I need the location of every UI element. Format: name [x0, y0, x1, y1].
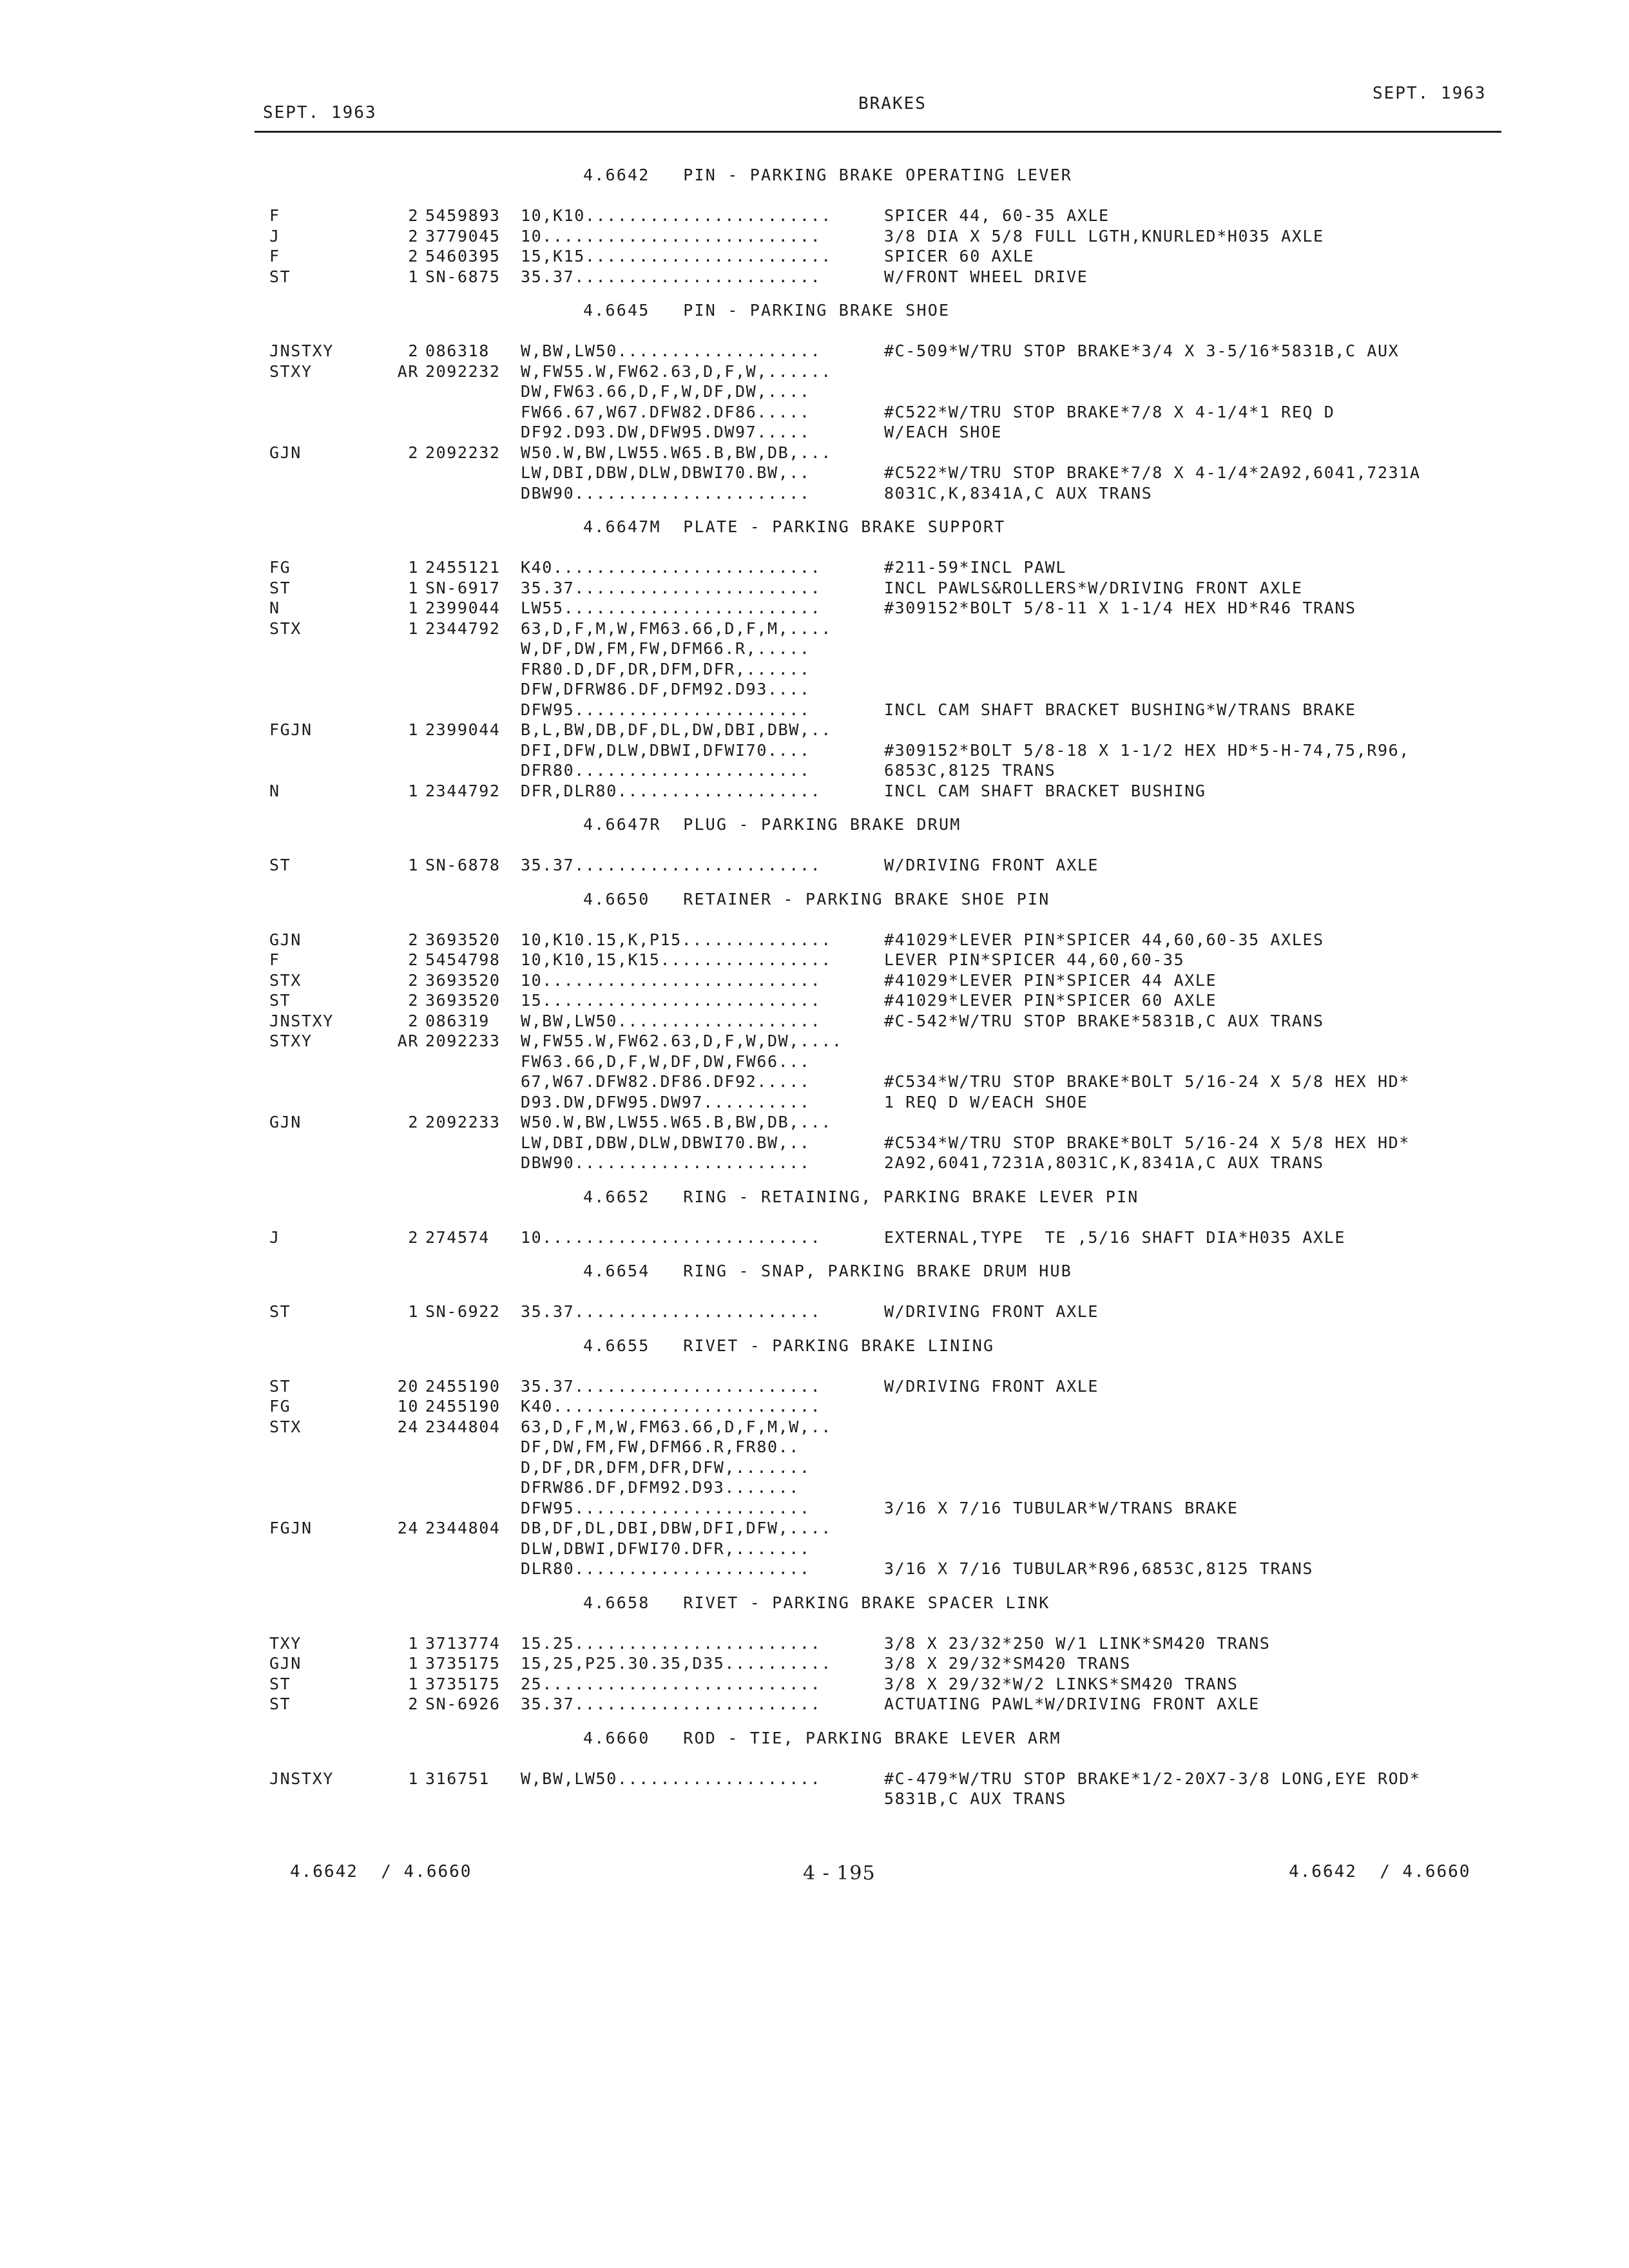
application: FW63.66,D,F,W,DF,DW,FW66...: [521, 1052, 811, 1071]
part-number: SN-6875: [425, 267, 501, 286]
part-number: 2092233: [425, 1032, 501, 1050]
application: 35.37.......................: [521, 1695, 822, 1713]
parts-section: [0, 165, 1629, 287]
application: DFI,DFW,DLW,DBWI,DFWI70....: [521, 740, 811, 760]
header-section-title: BRAKES: [858, 94, 927, 113]
model-code: FGJN: [269, 1519, 313, 1537]
part-number: 086318: [425, 341, 490, 360]
part-row: [0, 950, 1629, 971]
part-row: [0, 463, 1629, 484]
application: 35.37.......................: [521, 578, 822, 597]
model-code: F: [269, 247, 280, 265]
application: D,DF,DR,DFM,DFR,DFW,.......: [521, 1457, 811, 1477]
part-number: 2092233: [425, 1113, 501, 1131]
application: 35.37.......................: [521, 856, 822, 874]
model-code: JNSTXY: [269, 1769, 334, 1788]
model-code: F: [269, 950, 280, 969]
description: 3/16 X 7/16 TUBULAR*W/TRANS BRAKE: [884, 1498, 1239, 1517]
model-code: FG: [269, 558, 291, 577]
part-row: [0, 741, 1629, 762]
parts-section: [0, 1728, 1629, 1810]
part-row: [0, 1769, 1629, 1790]
description: 3/8 X 23/32*250 W/1 LINK*SM420 TRANS: [884, 1633, 1271, 1653]
quantity: AR: [397, 1032, 419, 1050]
part-row: [0, 1695, 1629, 1715]
quantity: 2: [408, 1011, 419, 1030]
description: LEVER PIN*SPICER 44,60,60-35: [884, 950, 1185, 969]
quantity: 1: [408, 781, 419, 800]
quantity: 1: [408, 1674, 419, 1693]
application: DB,DF,DL,DBI,DBW,DFI,DFW,....: [521, 1519, 832, 1537]
description: #C522*W/TRU STOP BRAKE*7/8 X 4-1/4*2A92,6041,7231A: [884, 463, 1421, 482]
part-number: 086319: [425, 1011, 490, 1030]
part-number: SN-6917: [425, 578, 501, 597]
application: FR80.D,DF,DR,DFM,DFR,......: [521, 659, 811, 678]
application: 35.37.......................: [521, 1376, 822, 1396]
application: DFR,DLR80...................: [521, 781, 822, 800]
part-row: [0, 1437, 1629, 1458]
model-code: STX: [269, 970, 302, 990]
model-code: JNSTXY: [269, 1011, 334, 1030]
application: B,L,BW,DB,DF,DL,DW,DBI,DBW,..: [521, 720, 832, 739]
description: W/FRONT WHEEL DRIVE: [884, 267, 1088, 286]
application: W,BW,LW50...................: [521, 1769, 822, 1788]
description: 3/8 DIA X 5/8 FULL LGTH,KNURLED*H035 AXLE: [884, 226, 1324, 245]
quantity: 2: [408, 970, 419, 990]
model-code: J: [269, 1227, 280, 1247]
description: 3/8 X 29/32*W/2 LINKS*SM420 TRANS: [884, 1674, 1239, 1693]
model-code: ST: [269, 267, 291, 286]
part-row: [0, 991, 1629, 1012]
model-code: GJN: [269, 930, 302, 949]
application: 15..........................: [521, 991, 822, 1010]
part-row: [0, 700, 1629, 721]
part-row: [0, 1519, 1629, 1539]
application: K40.........................: [521, 1397, 822, 1416]
quantity: 2: [408, 1113, 419, 1131]
part-row: [0, 660, 1629, 680]
description: 3/8 X 29/32*SM420 TRANS: [884, 1654, 1131, 1673]
application: D93.DW,DFW95.DW97..........: [521, 1092, 811, 1111]
description: #41029*LEVER PIN*SPICER 60 AXLE: [884, 991, 1217, 1010]
part-row: [0, 267, 1629, 288]
application: LW55........................: [521, 599, 822, 617]
quantity: 2: [408, 1227, 419, 1247]
application: 10,K10,15,K15................: [521, 950, 832, 969]
quantity: 2: [408, 341, 419, 360]
part-row: [0, 1654, 1629, 1675]
application: 10..........................: [521, 970, 822, 990]
part-row: [0, 599, 1629, 619]
application: 67,W67.DFW82.DF86.DF92.....: [521, 1072, 811, 1091]
description: #41029*LEVER PIN*SPICER 44 AXLE: [884, 970, 1217, 990]
description: 8031C,K,8341A,C AUX TRANS: [884, 483, 1153, 503]
footer-page-number: 4 - 195: [803, 1862, 876, 1885]
part-number: SN-6922: [425, 1302, 501, 1321]
description: 5831B,C AUX TRANS: [884, 1789, 1067, 1808]
model-code: STX: [269, 1417, 302, 1436]
part-row: [0, 1302, 1629, 1323]
part-number: 2455190: [425, 1376, 501, 1396]
part-row: [0, 247, 1629, 267]
section-title: 4.6647M PLATE - PARKING BRAKE SUPPORT: [583, 517, 1006, 536]
quantity: 1: [408, 558, 419, 577]
application: 63,D,F,M,W,FM63.66,D,F,M,....: [521, 619, 832, 638]
part-row: [0, 1397, 1629, 1418]
quantity: 1: [408, 619, 419, 638]
part-number: 3735175: [425, 1654, 501, 1673]
model-code: ST: [269, 1695, 291, 1713]
description: #C-542*W/TRU STOP BRAKE*5831B,C AUX TRANS: [884, 1011, 1324, 1030]
application: FW66.67,W67.DFW82.DF86.....: [521, 402, 811, 421]
description: W/EACH SHOE: [884, 423, 1003, 441]
parts-section: [0, 300, 1629, 504]
part-row: [0, 403, 1629, 423]
part-number: 2092232: [425, 443, 501, 462]
description: 1 REQ D W/EACH SHOE: [884, 1092, 1088, 1111]
model-code: F: [269, 206, 280, 225]
part-row: [0, 484, 1629, 505]
section-title: 4.6652 RING - RETAINING, PARKING BRAKE LEVER PIN: [583, 1187, 1139, 1206]
application: LW,DBI,DBW,DLW,DBWI70.BW,..: [521, 463, 811, 482]
description: W/DRIVING FRONT AXLE: [884, 1302, 1099, 1321]
application: DLR80......................: [521, 1559, 811, 1578]
part-number: 2455190: [425, 1397, 501, 1416]
part-row: [0, 423, 1629, 443]
section-title: 4.6654 RING - SNAP, PARKING BRAKE DRUM HUB: [583, 1262, 1073, 1280]
part-number: SN-6878: [425, 856, 501, 874]
quantity: 2: [408, 991, 419, 1010]
quantity: 1: [408, 720, 419, 739]
part-row: [0, 1113, 1629, 1133]
part-row: [0, 930, 1629, 951]
part-row: [0, 1012, 1629, 1032]
part-number: SN-6926: [425, 1695, 501, 1713]
model-code: ST: [269, 856, 291, 874]
description: INCL PAWLS&ROLLERS*W/DRIVING FRONT AXLE: [884, 578, 1303, 597]
description: #211-59*INCL PAWL: [884, 558, 1067, 577]
parts-section: [0, 1593, 1629, 1715]
description: INCL CAM SHAFT BRACKET BUSHING: [884, 781, 1206, 800]
model-code: STXY: [269, 361, 313, 381]
model-code: GJN: [269, 1654, 302, 1673]
part-number: 3693520: [425, 991, 501, 1010]
part-row: [0, 443, 1629, 464]
quantity: 2: [408, 206, 419, 225]
part-number: 2344804: [425, 1417, 501, 1436]
part-row: [0, 1153, 1629, 1174]
model-code: TXY: [269, 1633, 302, 1653]
quantity: 24: [397, 1417, 419, 1436]
model-code: ST: [269, 578, 291, 597]
parts-listing: [0, 152, 1629, 1810]
part-number: 2399044: [425, 720, 501, 739]
part-row: [0, 1675, 1629, 1695]
description: #C534*W/TRU STOP BRAKE*BOLT 5/16-24 X 5/8 HEX HD*: [884, 1133, 1410, 1152]
section-title: 4.6645 PIN - PARKING BRAKE SHOE: [583, 301, 950, 320]
description: INCL CAM SHAFT BRACKET BUSHING*W/TRANS BRAKE: [884, 700, 1356, 719]
part-number: 2455121: [425, 558, 501, 577]
footer-range-right: 4.6642 / 4.6660: [1289, 1862, 1471, 1881]
part-number: 5460395: [425, 247, 501, 265]
description: W/DRIVING FRONT AXLE: [884, 856, 1099, 874]
description: #309152*BOLT 5/8-18 X 1-1/2 HEX HD*5-H-74,75,R96,: [884, 740, 1410, 760]
parts-section: [0, 814, 1629, 876]
description: 3/16 X 7/16 TUBULAR*R96,6853C,8125 TRANS: [884, 1559, 1314, 1578]
part-row: [0, 639, 1629, 660]
description: #C-479*W/TRU STOP BRAKE*1/2-20X7-3/8 LONG,EYE ROD*: [884, 1769, 1421, 1788]
part-row: [0, 579, 1629, 599]
description: #C-509*W/TRU STOP BRAKE*3/4 X 3-5/16*5831B,C AUX: [884, 341, 1400, 360]
description: W/DRIVING FRONT AXLE: [884, 1376, 1099, 1396]
parts-section: [0, 517, 1629, 802]
quantity: 24: [397, 1519, 419, 1537]
header-rule: [255, 131, 1501, 133]
application: W,FW55.W,FW62.63,D,F,W,DW,....: [521, 1032, 843, 1050]
application: 35.37.......................: [521, 1302, 822, 1321]
description: ACTUATING PAWL*W/DRIVING FRONT AXLE: [884, 1695, 1260, 1713]
application: K40.........................: [521, 558, 822, 577]
application: DF92.D93.DW,DFW95.DW97.....: [521, 423, 811, 441]
application: W50.W,BW,LW55.W65.B,BW,DB,...: [521, 443, 832, 462]
part-number: 3693520: [425, 930, 501, 949]
part-row: [0, 1133, 1629, 1154]
part-row: [0, 856, 1629, 876]
application: DF,DW,FM,FW,DFM66.R,FR80..: [521, 1437, 800, 1456]
application: DBW90......................: [521, 1153, 811, 1172]
quantity: 2: [408, 950, 419, 969]
model-code: ST: [269, 1674, 291, 1693]
part-row: [0, 1499, 1629, 1519]
part-number: 2344804: [425, 1519, 501, 1537]
model-code: FG: [269, 1397, 291, 1416]
part-row: [0, 1093, 1629, 1113]
section-title: 4.6660 ROD - TIE, PARKING BRAKE LEVER ARM: [583, 1728, 1061, 1747]
quantity: 2: [408, 443, 419, 462]
parts-section: [0, 889, 1629, 1174]
part-row: [0, 206, 1629, 227]
application: DW,FW63.66,D,F,W,DF,DW,....: [521, 382, 811, 401]
model-code: ST: [269, 1302, 291, 1321]
part-row: [0, 1634, 1629, 1655]
description: #C534*W/TRU STOP BRAKE*BOLT 5/16-24 X 5/8 HEX HD*: [884, 1072, 1410, 1091]
part-row: [0, 227, 1629, 247]
application: 35.37.......................: [521, 267, 822, 286]
section-title: 4.6655 RIVET - PARKING BRAKE LINING: [583, 1336, 995, 1355]
application: 15,25,P25.30.35,D35..........: [521, 1654, 832, 1673]
part-number: 2344792: [425, 781, 501, 800]
quantity: 1: [408, 856, 419, 874]
part-number: 3713774: [425, 1633, 501, 1653]
application: W,DF,DW,FM,FW,DFM66.R,.....: [521, 639, 811, 658]
quantity: 1: [408, 1769, 419, 1788]
quantity: 2: [408, 226, 419, 245]
application: W,BW,LW50...................: [521, 1011, 822, 1030]
application: DFW,DFRW86.DF,DFM92.D93....: [521, 680, 811, 698]
description: #309152*BOLT 5/8-11 X 1-1/4 HEX HD*R46 TRANS: [884, 599, 1356, 617]
quantity: 10: [397, 1397, 419, 1416]
quantity: 1: [408, 1302, 419, 1321]
application: 25..........................: [521, 1674, 822, 1693]
description: 6853C,8125 TRANS: [884, 761, 1056, 780]
section-title: 4.6650 RETAINER - PARKING BRAKE SHOE PIN: [583, 889, 1050, 908]
application: 15.25.......................: [521, 1633, 822, 1653]
parts-section: [0, 1261, 1629, 1323]
parts-section: [0, 1187, 1629, 1249]
application: DLW,DBWI,DFWI70.DFR,.......: [521, 1539, 811, 1558]
application: W,FW55.W,FW62.63,D,F,W,......: [521, 361, 832, 381]
application: 15,K15.......................: [521, 247, 832, 265]
model-code: GJN: [269, 1113, 302, 1131]
description: #C522*W/TRU STOP BRAKE*7/8 X 4-1/4*1 REQ D: [884, 402, 1335, 421]
part-row: [0, 1418, 1629, 1438]
part-row: [0, 1032, 1629, 1052]
model-code: N: [269, 599, 280, 617]
part-number: 2092232: [425, 361, 501, 381]
footer-range-left: 4.6642 / 4.6660: [290, 1862, 472, 1881]
part-row: [0, 1458, 1629, 1479]
quantity: 1: [408, 267, 419, 286]
part-row: [0, 1052, 1629, 1073]
quantity: 2: [408, 1695, 419, 1713]
part-row: [0, 558, 1629, 579]
part-row: [0, 1559, 1629, 1580]
section-title: 4.6642 PIN - PARKING BRAKE OPERATING LEVER: [583, 166, 1073, 184]
quantity: AR: [397, 361, 419, 381]
parts-section: [0, 1336, 1629, 1580]
quantity: 1: [408, 1633, 419, 1653]
application: DFR80......................: [521, 761, 811, 780]
application: DFW95......................: [521, 1498, 811, 1517]
description: #41029*LEVER PIN*SPICER 44,60,60-35 AXLES: [884, 930, 1324, 949]
part-number: 3779045: [425, 226, 501, 245]
application: DFW95......................: [521, 700, 811, 719]
model-code: ST: [269, 991, 291, 1010]
part-number: 3735175: [425, 1674, 501, 1693]
quantity: 1: [408, 578, 419, 597]
part-row: [0, 680, 1629, 700]
quantity: 1: [408, 599, 419, 617]
application: 10..........................: [521, 1227, 822, 1247]
part-row: [0, 1789, 1629, 1810]
part-row: [0, 1228, 1629, 1249]
description: SPICER 44, 60-35 AXLE: [884, 206, 1110, 225]
application: LW,DBI,DBW,DLW,DBWI70.BW,..: [521, 1133, 811, 1152]
quantity: 1: [408, 1654, 419, 1673]
application: 10..........................: [521, 226, 822, 245]
part-row: [0, 619, 1629, 640]
header-date-left: SEPT. 1963: [263, 103, 377, 122]
application: W,BW,LW50...................: [521, 341, 822, 360]
application: W50.W,BW,LW55.W65.B,BW,DB,...: [521, 1113, 832, 1131]
application: DBW90......................: [521, 483, 811, 503]
part-number: 5454798: [425, 950, 501, 969]
part-row: [0, 720, 1629, 741]
application: 10,K10.......................: [521, 206, 832, 225]
part-row: [0, 1539, 1629, 1560]
model-code: GJN: [269, 443, 302, 462]
model-code: FGJN: [269, 720, 313, 739]
description: EXTERNAL,TYPE TE ,5/16 SHAFT DIA*H035 AXLE: [884, 1227, 1346, 1247]
model-code: N: [269, 781, 280, 800]
section-title: 4.6658 RIVET - PARKING BRAKE SPACER LINK: [583, 1593, 1050, 1612]
model-code: J: [269, 226, 280, 245]
quantity: 2: [408, 247, 419, 265]
part-row: [0, 1072, 1629, 1093]
quantity: 20: [397, 1376, 419, 1396]
model-code: ST: [269, 1376, 291, 1396]
part-number: 2344792: [425, 619, 501, 638]
header-date-right: SEPT. 1963: [1373, 84, 1487, 103]
part-row: [0, 382, 1629, 403]
application: 10,K10.15,K,P15..............: [521, 930, 832, 949]
application: DFRW86.DF,DFM92.D93.......: [521, 1478, 800, 1497]
part-row: [0, 341, 1629, 362]
part-row: [0, 362, 1629, 383]
description: 2A92,6041,7231A,8031C,K,8341A,C AUX TRANS: [884, 1153, 1324, 1172]
part-row: [0, 782, 1629, 802]
part-row: [0, 1478, 1629, 1499]
description: SPICER 60 AXLE: [884, 247, 1035, 265]
part-number: 274574: [425, 1227, 490, 1247]
application: 63,D,F,M,W,FM63.66,D,F,M,W,..: [521, 1417, 832, 1436]
part-number: 3693520: [425, 970, 501, 990]
part-number: 2399044: [425, 599, 501, 617]
model-code: STXY: [269, 1032, 313, 1050]
section-title: 4.6647R PLUG - PARKING BRAKE DRUM: [583, 815, 961, 834]
part-number: 5459893: [425, 206, 501, 225]
part-number: 316751: [425, 1769, 490, 1788]
model-code: STX: [269, 619, 302, 638]
part-row: [0, 971, 1629, 992]
part-row: [0, 1377, 1629, 1398]
part-row: [0, 761, 1629, 782]
quantity: 2: [408, 930, 419, 949]
model-code: JNSTXY: [269, 341, 334, 360]
